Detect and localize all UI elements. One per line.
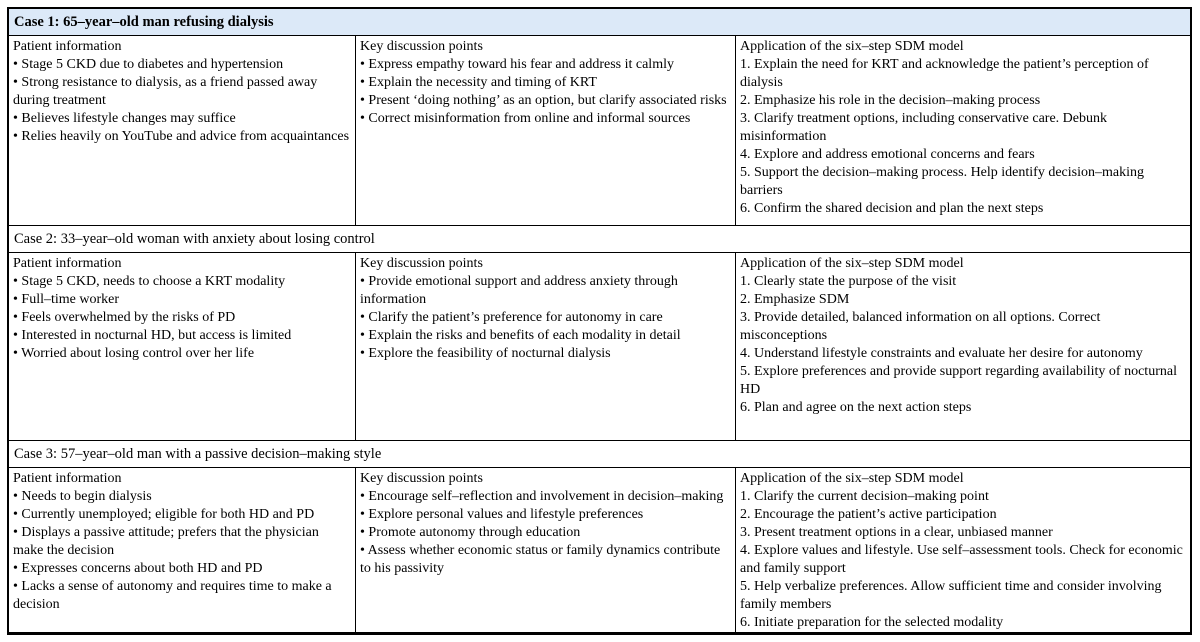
- patient-information-list: [13, 56, 352, 146]
- cell-line: • Promote autonomy through education: [360, 525, 581, 540]
- cell-line: • Explore personal values and lifestyle preferences: [360, 507, 644, 522]
- case-3-patient-information-cell: [9, 468, 356, 632]
- cell-line: • Stage 5 CKD due to diabetes and hypertension: [13, 57, 284, 72]
- key-discussion-list: [360, 488, 732, 578]
- cell-line: 6. Plan and agree on the next action steps: [740, 400, 972, 415]
- cell-line: • Expresses concerns about both HD and PD: [13, 561, 263, 576]
- patient-information-heading: Patient information: [13, 471, 122, 486]
- cell-line: • Needs to begin dialysis: [13, 489, 152, 504]
- cell-line: • Believes lifestyle changes may suffice: [13, 111, 236, 126]
- cell-line: • Explain the necessity and timing of KRT: [360, 75, 597, 90]
- cell-line: 3. Provide detailed, balanced information on all options. Correct misconceptions: [740, 310, 1101, 343]
- cell-line: 5. Support the decision–making process. Help identify decision–making barriers: [740, 165, 1144, 198]
- case-1-title: Case 1: 65–year–old man refusing dialysis: [9, 9, 1190, 36]
- case-3-sdm-model-cell: [736, 468, 1190, 632]
- cell-line: • Explain the risks and benefits of each modality in detail: [360, 328, 681, 343]
- cell-line: • Express empathy toward his fear and address it calmly: [360, 57, 674, 72]
- case-3-key-discussion-cell: [356, 468, 736, 632]
- cell-line: • Relies heavily on YouTube and advice from acquaintances: [13, 129, 350, 144]
- case-2-sdm-model-cell: [736, 253, 1190, 440]
- sdm-case-table: [7, 7, 1192, 635]
- cell-line: • Stage 5 CKD, needs to choose a KRT modality: [13, 274, 286, 289]
- sdm-model-list: [740, 273, 1187, 417]
- key-discussion-list: [360, 273, 732, 363]
- cell-line: • Present ‘doing nothing’ as an option, but clarify associated risks: [360, 93, 727, 108]
- cell-line: • Explore the feasibility of nocturnal dialysis: [360, 346, 611, 361]
- cell-line: 2. Emphasize his role in the decision–making process: [740, 93, 1041, 108]
- cell-line: 6. Initiate preparation for the selected modality: [740, 615, 1004, 630]
- cell-line: 6. Confirm the shared decision and plan the next steps: [740, 201, 1044, 216]
- cell-line: 2. Emphasize SDM: [740, 292, 850, 307]
- cell-line: • Currently unemployed; eligible for both HD and PD: [13, 507, 315, 522]
- patient-information-heading: Patient information: [13, 256, 122, 271]
- cell-line: • Strong resistance to dialysis, as a friend passed away during treatment: [13, 75, 318, 108]
- cell-line: • Interested in nocturnal HD, but access is limited: [13, 328, 292, 343]
- patient-information-list: [13, 273, 352, 363]
- key-discussion-list: [360, 56, 732, 128]
- sdm-model-list: [740, 488, 1187, 632]
- cell-line: • Clarify the patient’s preference for autonomy in care: [360, 310, 663, 325]
- key-discussion-heading: Key discussion points: [360, 256, 483, 271]
- cell-line: • Provide emotional support and address anxiety through information: [360, 274, 678, 307]
- cell-line: 3. Clarify treatment options, including conservative care. Debunk misinformation: [740, 111, 1108, 144]
- cell-line: 4. Explore and address emotional concerns and fears: [740, 147, 1035, 162]
- key-discussion-heading: Key discussion points: [360, 39, 483, 54]
- cell-line: 1. Clarify the current decision–making point: [740, 489, 989, 504]
- cell-line: • Full–time worker: [13, 292, 119, 307]
- cell-line: • Worried about losing control over her life: [13, 346, 255, 361]
- sdm-model-heading: Application of the six–step SDM model: [740, 39, 964, 54]
- case-3-body: [9, 468, 1190, 632]
- cell-line: • Lacks a sense of autonomy and requires time to make a decision: [13, 579, 332, 612]
- case-2-section: [9, 226, 1190, 441]
- case-3-title: Case 3: 57–year–old man with a passive decision–making style: [9, 441, 1190, 468]
- cell-line: • Correct misinformation from online and informal sources: [360, 111, 691, 126]
- cell-line: • Assess whether economic status or family dynamics contribute to his passivity: [360, 543, 721, 576]
- case-1-sdm-model-cell: [736, 36, 1190, 225]
- patient-information-list: [13, 488, 352, 614]
- key-discussion-heading: Key discussion points: [360, 471, 483, 486]
- case-1-key-discussion-cell: [356, 36, 736, 225]
- case-2-body: [9, 253, 1190, 441]
- case-1-patient-information-cell: [9, 36, 356, 225]
- cell-line: 1. Explain the need for KRT and acknowledge the patient’s perception of dialysis: [740, 57, 1149, 90]
- cell-line: • Feels overwhelmed by the risks of PD: [13, 310, 236, 325]
- cell-line: • Encourage self–reflection and involvement in decision–making: [360, 489, 724, 504]
- case-2-key-discussion-cell: [356, 253, 736, 440]
- sdm-model-heading: Application of the six–step SDM model: [740, 256, 964, 271]
- cell-line: 2. Encourage the patient’s active participation: [740, 507, 997, 522]
- cell-line: 4. Explore values and lifestyle. Use self–assessment tools. Check for economic and family support: [740, 543, 1183, 576]
- cell-line: 1. Clearly state the purpose of the visit: [740, 274, 957, 289]
- cell-line: 3. Present treatment options in a clear, unbiased manner: [740, 525, 1053, 540]
- cell-line: 4. Understand lifestyle constraints and evaluate her desire for autonomy: [740, 346, 1143, 361]
- case-2-patient-information-cell: [9, 253, 356, 440]
- sdm-model-list: [740, 56, 1187, 218]
- case-2-title: Case 2: 33–year–old woman with anxiety about losing control: [9, 226, 1190, 253]
- case-3-section: [9, 441, 1190, 632]
- cell-line: 5. Explore preferences and provide support regarding availability of nocturnal HD: [740, 364, 1177, 397]
- case-1-body: [9, 36, 1190, 226]
- case-1-section: [9, 9, 1190, 226]
- cell-line: 5. Help verbalize preferences. Allow sufficient time and consider involving family members: [740, 579, 1162, 612]
- sdm-model-heading: Application of the six–step SDM model: [740, 471, 964, 486]
- patient-information-heading: Patient information: [13, 39, 122, 54]
- cell-line: • Displays a passive attitude; prefers that the physician make the decision: [13, 525, 319, 558]
